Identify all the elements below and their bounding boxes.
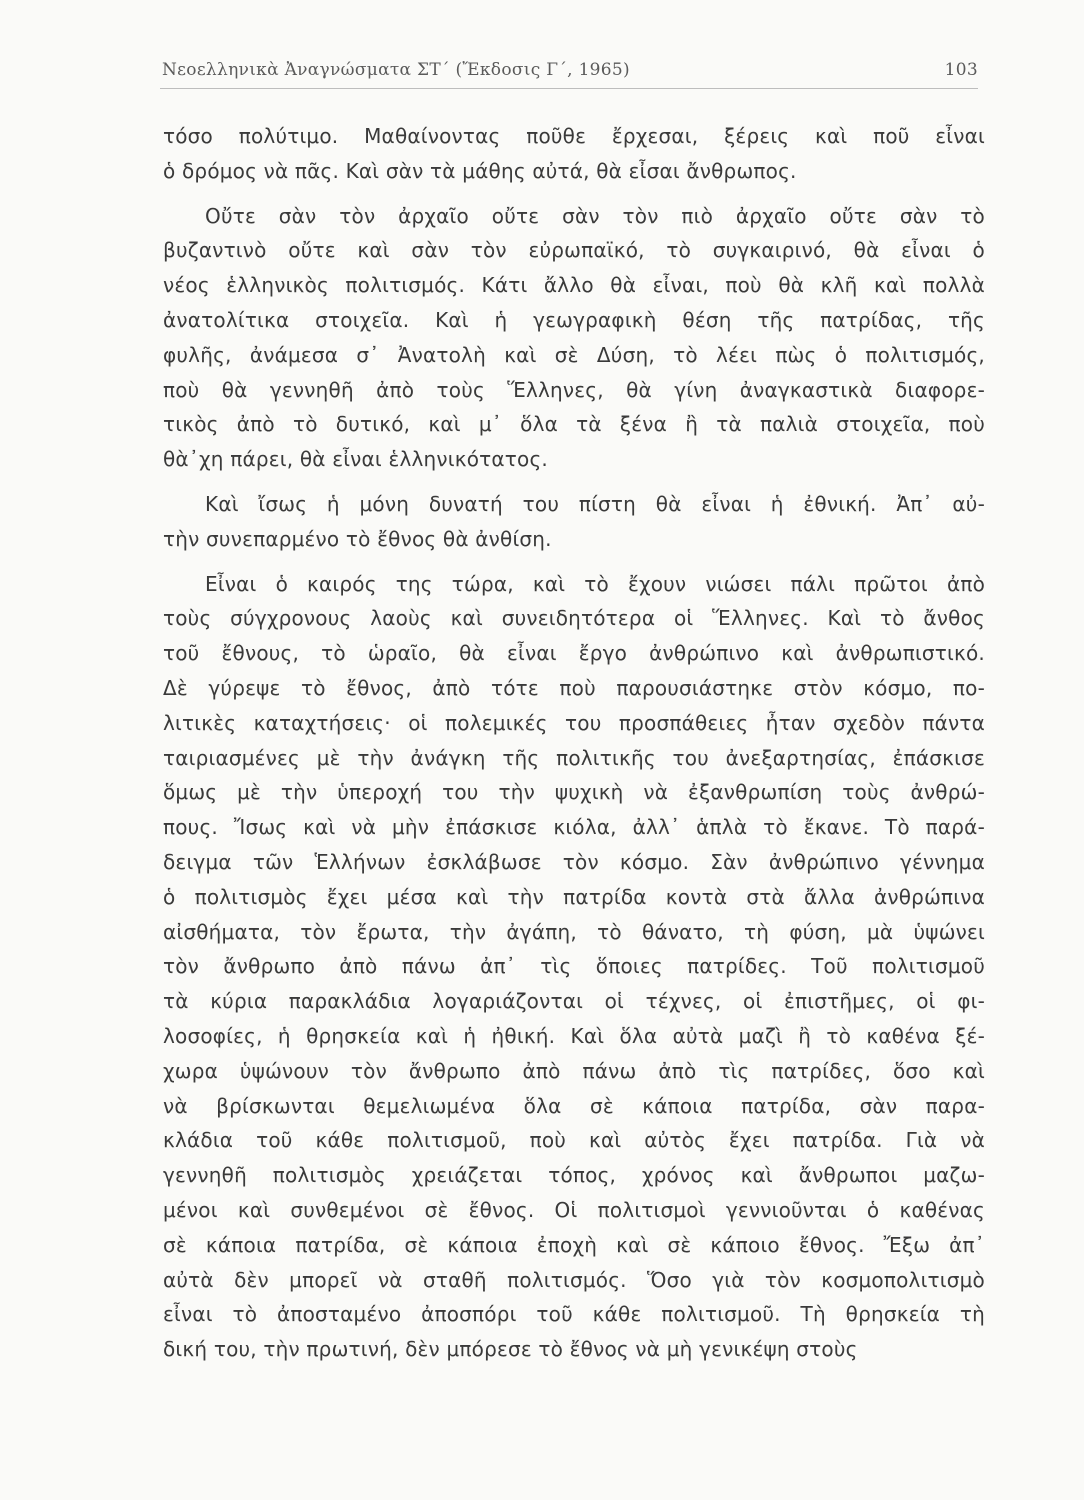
text-line: δική του, τὴν πρωτινή, δὲν μπόρεσε τὸ ἔθνος νὰ μὴ γενικέψη στοὺς <box>163 1337 858 1362</box>
text-line: τὴν συνεπαρμένο τὸ ἔθνος θὰ ἀνθίση. <box>163 526 552 551</box>
text-line: λιτικὲς καταχτήσεις· οἱ πολεμικές του προσπάθειες ἦταν σχεδὸν πάντα <box>163 710 985 735</box>
text-line: γεννηθῆ πολιτισμὸς χρειάζεται τόπος, χρόνος καὶ ἄνθρωποι μαζω- <box>163 1163 985 1188</box>
body-text <box>163 119 985 1367</box>
text-line: ταιριασμένες μὲ τὴν ἀνάγκη τῆς πολιτικῆς του ἀνεξαρτησίας, ἐπάσκισε <box>163 745 985 770</box>
text-line: τοῦ ἔθνους, τὸ ὡραῖο, θὰ εἶναι ἔργο ἀνθρώπινο καὶ ἀνθρωπιστικό. <box>163 641 985 666</box>
page-number: 103 <box>944 60 978 80</box>
text-line: σὲ κάποια πατρίδα, σὲ κάποια ἐποχὴ καὶ σὲ κάποιο ἔθνος. Ἔξω ἀπ᾽ <box>163 1232 985 1257</box>
text-line: Δὲ γύρεψε τὸ ἔθνος, ἀπὸ τότε ποὺ παρουσιάστηκε στὸν κόσμο, πο- <box>163 675 985 700</box>
text-line: εἶναι τὸ ἀποσταμένο ἀποσπόρι τοῦ κάθε πολιτισμοῦ. Τὴ θρησκεία τὴ <box>163 1302 985 1327</box>
text-line: ἀνατολίτικα στοιχεῖα. Καὶ ἡ γεωγραφικὴ θέση τῆς πατρίδας, τῆς <box>163 307 985 332</box>
text-line: νέος ἑλληνικὸς πολιτισμός. Κάτι ἄλλο θὰ εἶναι, ποὺ θὰ κλῆ καὶ πολλὰ <box>163 273 985 298</box>
text-line: δειγμα τῶν Ἑλλήνων ἐσκλάβωσε τὸν κόσμο. Σὰν ἀνθρώπινο γέννημα <box>163 849 985 874</box>
text-line: αἰσθήματα, τὸν ἔρωτα, τὴν ἀγάπη, τὸ θάνατο, τὴ φύση, μὰ ὑψώνει <box>163 919 985 944</box>
text-line: Εἶναι ὁ καιρός της τώρα, καὶ τὸ ἔχουν νιώσει πάλι πρῶτοι ἀπὸ <box>205 571 985 596</box>
text-line: τόσο πολύτιμο. Μαθαίνοντας ποῦθε ἔρχεσαι, ξέρεις καὶ ποῦ εἶναι <box>163 124 985 148</box>
text-line: τὸν ἄνθρωπο ἀπὸ πάνω ἀπ᾽ τὶς ὅποιες πατρίδες. Τοῦ πολιτισμοῦ <box>163 954 985 979</box>
running-header <box>162 60 978 90</box>
running-title: Νεοελληνικὰ Ἀναγνώσματα ΣΤ΄ (Ἔκδοσις Γ΄, 1965) <box>162 60 630 80</box>
paragraph <box>163 487 985 557</box>
text-line: Καὶ ἴσως ἡ μόνη δυνατή του πίστη θὰ εἶναι ἡ ἐθνική. Ἀπ᾽ αὐ- <box>205 491 985 516</box>
text-line: Οὔτε σὰν τὸν ἀρχαῖο οὔτε σὰν τὸν πιὸ ἀρχαῖο οὔτε σὰν τὸ <box>205 203 985 228</box>
text-line: τοὺς σύγχρονους λαοὺς καὶ συνειδητότερα οἱ Ἕλληνες. Καὶ τὸ ἄνθος <box>163 606 985 631</box>
paragraph <box>163 199 985 477</box>
text-line: αὐτὰ δὲν μπορεῖ νὰ σταθῆ πολιτισμός. Ὅσο γιὰ τὸν κοσμοπολιτισμὸ <box>163 1267 985 1292</box>
text-line: μένοι καὶ συνθεμένοι σὲ ἔθνος. Οἱ πολιτισμοὶ γεννιοῦνται ὁ καθένας <box>163 1197 985 1222</box>
text-line: ὅμως μὲ τὴν ὑπεροχή του τὴν ψυχικὴ νὰ ἐξανθρωπίση τοὺς ἀνθρώ- <box>163 780 985 805</box>
text-line: πους. Ἴσως καὶ νὰ μὴν ἐπάσκισε κιόλα, ἀλλ᾽ ἁπλὰ τὸ ἔκανε. Τὸ παρά- <box>163 815 985 840</box>
header-rule <box>160 88 978 89</box>
text-line: ποὺ θὰ γεννηθῆ ἀπὸ τοὺς Ἕλληνες, θὰ γίνη ἀναγκαστικὰ διαφορε- <box>163 377 985 402</box>
text-line: κλάδια τοῦ κάθε πολιτισμοῦ, ποὺ καὶ αὐτὸς ἔχει πατρίδα. Γιὰ νὰ <box>163 1128 985 1153</box>
text-line: τικὸς ἀπὸ τὸ δυτικό, καὶ μ᾽ ὅλα τὰ ξένα ἢ τὰ παλιὰ στοιχεῖα, ποὺ <box>163 412 985 437</box>
text-line: χωρα ὑψώνουν τὸν ἄνθρωπο ἀπὸ πάνω ἀπὸ τὶς πατρίδες, ὅσο καὶ <box>163 1058 985 1083</box>
text-line: τὰ κύρια παρακλάδια λογαριάζονται οἱ τέχνες, οἱ ἐπιστῆμες, οἱ φι- <box>163 989 985 1014</box>
text-line: φυλῆς, ἀνάμεσα σ᾽ Ἀνατολὴ καὶ σὲ Δύση, τὸ λέει πὼς ὁ πολιτισμός, <box>163 342 985 367</box>
text-line: βυζαντινὸ οὔτε καὶ σὰν τὸν εὐρωπαϊκό, τὸ συγκαιρινό, θὰ εἶναι ὁ <box>163 238 985 263</box>
paragraph <box>163 567 985 1367</box>
text-line: ὁ πολιτισμὸς ἔχει μέσα καὶ τὴν πατρίδα κοντὰ στὰ ἄλλα ἀνθρώπινα <box>163 884 985 909</box>
paragraph <box>163 119 985 189</box>
text-line: ὁ δρόμος νὰ πᾶς. Καὶ σὰν τὰ μάθης αὐτά, θὰ εἶσαι ἄνθρωπος. <box>163 158 797 183</box>
text-line: θὰ᾽χη πάρει, θὰ εἶναι ἑλληνικότατος. <box>163 447 548 472</box>
text-line: νὰ βρίσκωνται θεμελιωμένα ὅλα σὲ κάποια πατρίδα, σὰν παρα- <box>163 1093 985 1118</box>
text-line: λοσοφίες, ἡ θρησκεία καὶ ἡ ἠθική. Καὶ ὅλα αὐτὰ μαζὶ ἢ τὸ καθένα ξέ- <box>163 1023 985 1048</box>
